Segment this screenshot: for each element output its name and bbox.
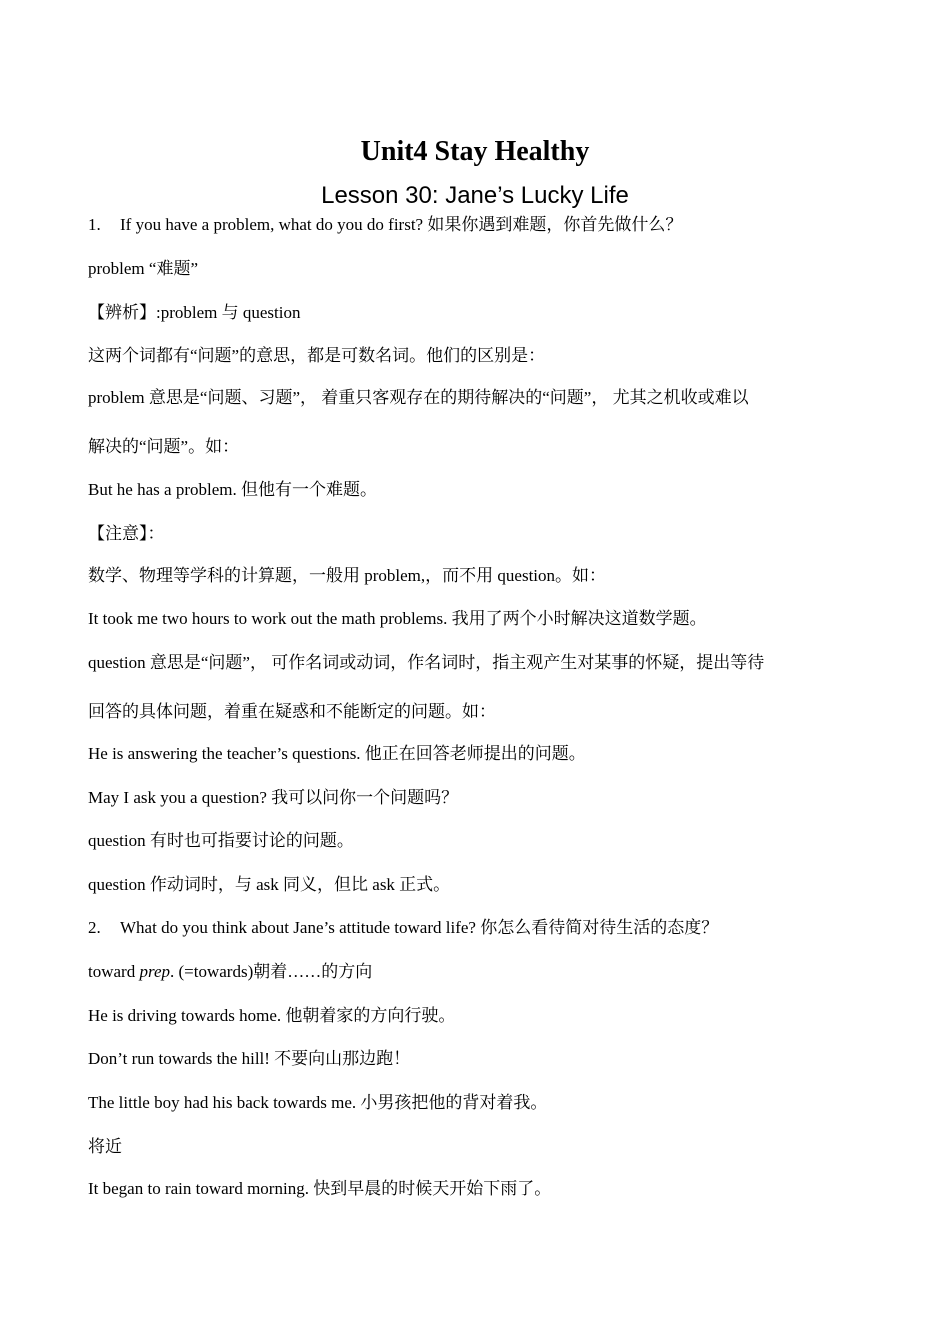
problem-meaning-line-1: problem 意思是“问题、习题”， 着重只客观存在的期待解决的“问题”， 尤其之机收或难以 xyxy=(88,388,749,407)
question-meaning-line-2: 回答的具体问题，着重在疑惑和不能断定的问题。如： xyxy=(88,702,496,721)
toward-word: toward xyxy=(88,962,140,981)
bianxi-heading: 【辨析】:problem 与 question xyxy=(88,303,301,322)
question-discuss-note: question 有时也可指要讨论的问题。 xyxy=(88,831,354,850)
example-sentence: He is answering the teacher’s questions. 他正在回答老师提出的问题。 xyxy=(88,744,586,763)
example-sentence: It began to rain toward morning. 快到早晨的时候天开始下雨了。 xyxy=(88,1179,552,1198)
toward-definition xyxy=(88,960,878,984)
question-1 xyxy=(88,213,878,237)
example-sentence: He is driving towards home. 他朝着家的方向行驶。 xyxy=(88,1006,456,1025)
lesson-subtitle: Lesson 30: Jane’s Lucky Life xyxy=(321,182,629,209)
question-1-text: If you have a problem, what do you do first? 如果你遇到难题，你首先做什么？ xyxy=(120,215,683,234)
question-1-number: 1. xyxy=(88,215,101,234)
document-title: Unit4 Stay Healthy xyxy=(360,136,590,167)
example-sentence: The little boy had his back towards me. 小男孩把他的背对着我。 xyxy=(88,1093,548,1112)
toward-meaning: . (=towards)朝着……的方向 xyxy=(170,962,373,981)
question-meaning-line-1: question 意思是“问题”， 可作名词或动词，作名词时，指主观产生对某事的怀疑，提出等待 xyxy=(88,653,765,672)
difference-intro: 这两个词都有“问题”的意思，都是可数名词。他们的区别是： xyxy=(88,346,546,365)
question-2-number: 2. xyxy=(88,918,101,937)
example-sentence: May I ask you a question? 我可以问你一个问题吗？ xyxy=(88,788,459,807)
zhuyi-heading: 【注意】： xyxy=(88,524,165,543)
jiangjin-meaning: 将近 xyxy=(88,1137,122,1156)
problem-meaning-line-2: 解决的“问题”。如： xyxy=(88,437,240,456)
question-2 xyxy=(88,916,878,940)
math-note: 数学、物理等学科的计算题，一般用 problem,，而不用 question。如： xyxy=(88,566,607,585)
part-of-speech: prep xyxy=(139,962,170,981)
question-2-text: What do you think about Jane’s attitude toward life? 你怎么看待简对待生活的态度？ xyxy=(120,918,719,937)
example-sentence: Don’t run towards the hill! 不要向山那边跑！ xyxy=(88,1049,411,1068)
example-sentence: It took me two hours to work out the math problems. 我用了两个小时解决这道数学题。 xyxy=(88,609,707,628)
example-sentence: But he has a problem. 但他有一个难题。 xyxy=(88,480,377,499)
problem-definition: problem “难题” xyxy=(88,259,198,278)
question-verb-note: question 作动词时，与 ask 同义，但比 ask 正式。 xyxy=(88,875,451,894)
